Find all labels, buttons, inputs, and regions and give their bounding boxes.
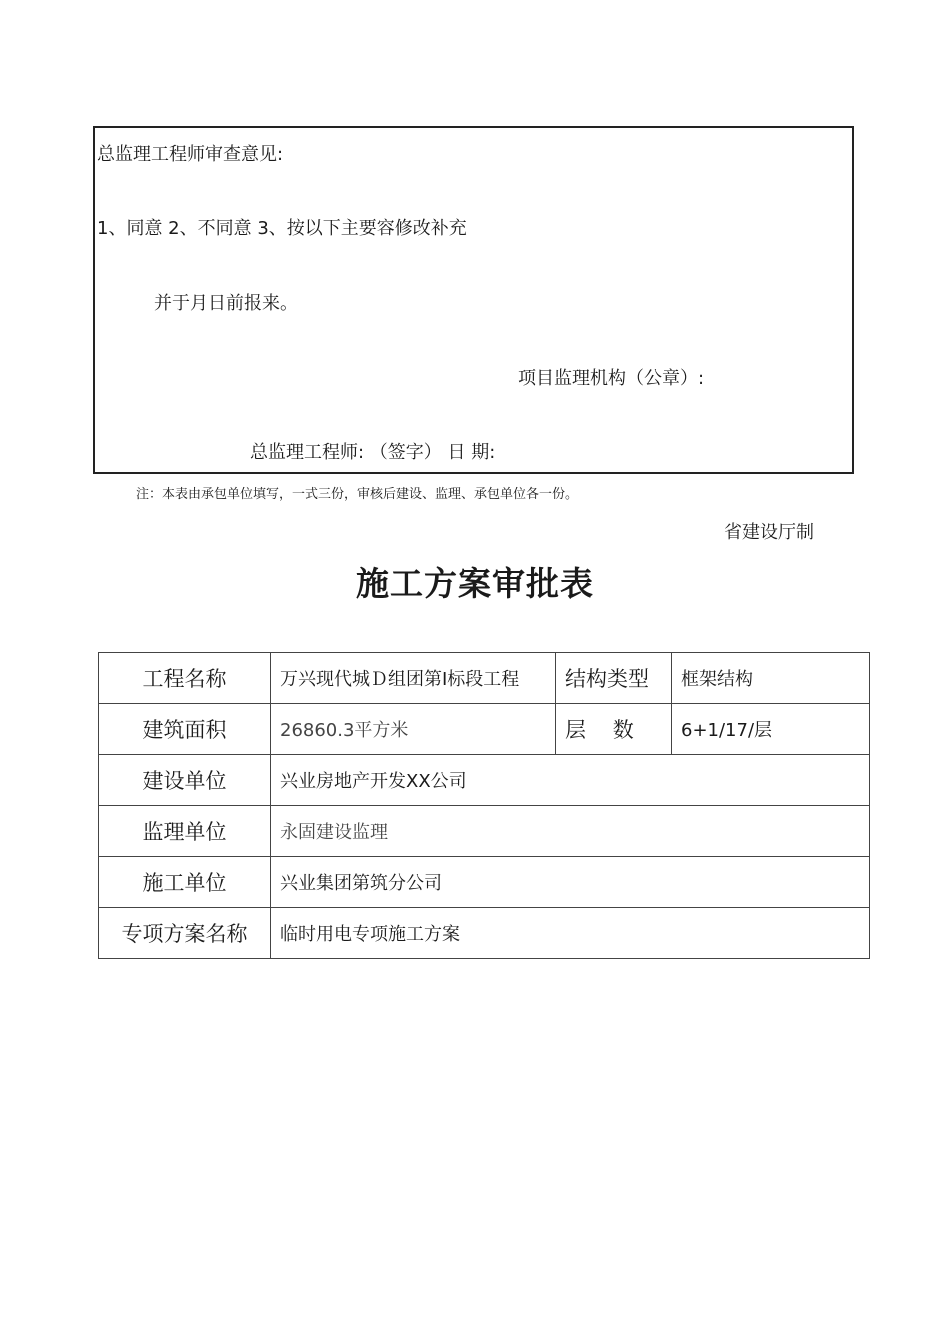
issuer-label: 省建设厅制 xyxy=(724,522,814,543)
table-row xyxy=(99,908,870,959)
table-row xyxy=(99,653,870,704)
table-row xyxy=(99,704,870,755)
form-title: 施工方案审批表 xyxy=(356,564,594,603)
contractor-value: 兴业集团第筑分公司 xyxy=(271,857,870,908)
table-row xyxy=(99,806,870,857)
project-info-table xyxy=(98,652,870,959)
form-note: 注：本表由承包单位填写，一式三份，审核后建设、监理、承包单位各一份。 xyxy=(136,487,579,502)
floor-area-value: 26860.3平方米 xyxy=(271,704,556,755)
project-name-label: 工程名称 xyxy=(99,653,271,704)
project-name-value: 万兴现代城Ｄ组团第Ⅰ标段工程 xyxy=(271,653,556,704)
developer-label: 建设单位 xyxy=(99,755,271,806)
structure-type-value: 框架结构 xyxy=(672,653,870,704)
contractor-label: 施工单位 xyxy=(99,857,271,908)
floors-label: 层 数 xyxy=(556,704,672,755)
supervision-org-stamp: 项目监理机构（公章）: xyxy=(518,368,705,389)
structure-type-label: 结构类型 xyxy=(556,653,672,704)
table-row xyxy=(99,857,870,908)
review-options: 1、同意 2、不同意 3、按以下主要容修改补充 xyxy=(97,218,467,239)
chief-engineer-signature-line: 总监理工程师: （签字） 日 期: xyxy=(250,442,496,463)
floor-area-label: 建筑面积 xyxy=(99,704,271,755)
review-heading: 总监理工程师审查意见: xyxy=(97,144,284,165)
chief-engineer-review-box xyxy=(93,126,854,474)
review-deadline: 并于月日前报来。 xyxy=(154,293,298,314)
plan-name-value: 临时用电专项施工方案 xyxy=(271,908,870,959)
floors-value: 6+1/17/层 xyxy=(672,704,870,755)
supervisor-label: 监理单位 xyxy=(99,806,271,857)
table-row xyxy=(99,755,870,806)
developer-value: 兴业房地产开发XX公司 xyxy=(271,755,870,806)
supervisor-value: 永固建设监理 xyxy=(271,806,870,857)
plan-name-label: 专项方案名称 xyxy=(99,908,271,959)
